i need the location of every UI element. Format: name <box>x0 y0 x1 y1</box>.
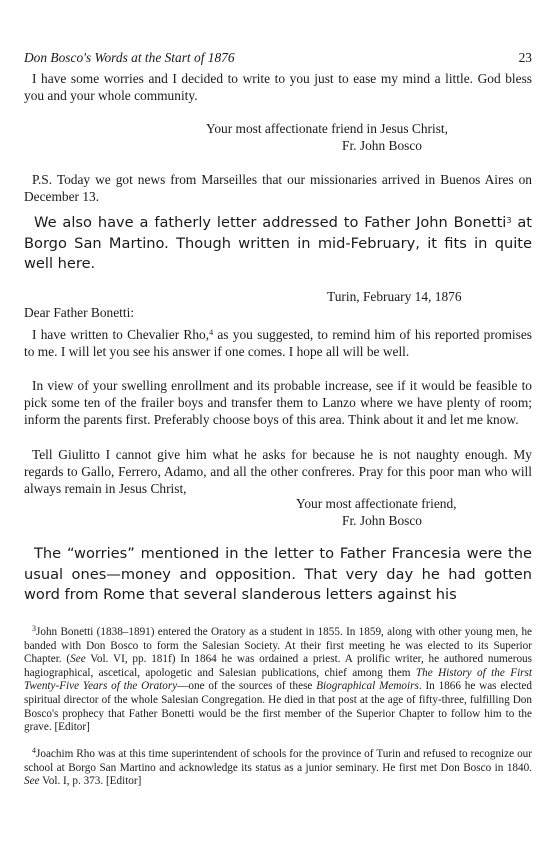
footnote-3-text-c: —one of the sources of these <box>177 680 317 693</box>
letter2-para1-after: as you suggested, to remind him of his reported promises to me. I will let you see his answer if one comes. I hope all will be well. <box>24 327 533 360</box>
footnote-3-text-d: . In 1866 he was elected spiritual director of the whole Salesian Congregation. He died in that post at the age of fifty-three, fulfilling Don Bosco's prophecy that Father Bonetti would be the first member of the Superior Chapter to follow him to the grave. [Editor] <box>24 680 532 734</box>
footnote-4 <box>24 748 532 789</box>
letter1-closing: Your most affectionate friend in Jesus Christ, <box>206 121 448 136</box>
letter2-para1-before: I have written to Chevalier Rho, <box>32 327 210 342</box>
letter2-paragraph-2: In view of your swelling enrollment and its probable increase, see if it would be feasible to pick some ten of the frailer boys and transfer them to Lanzo where we have plenty of room; inform the parents first. Preferably choose boys of this area. Think about it and let me know. <box>24 378 532 428</box>
footnote-4-text-b: Vol. I, p. 373. [Editor] <box>39 775 142 788</box>
letter2-closing: Your most affectionate friend, <box>296 496 457 511</box>
narration-paragraph-1 <box>24 213 532 275</box>
narration-paragraph-2: The “worries” mentioned in the letter to Father Francesia were the usual ones—money and opposition. That very day he had gotten word from Rome that several slanderous letters against his <box>24 545 532 603</box>
footnote-3-text-a: John Bonetti (1838–1891) entered the Oratory as a student in 1855. In 1859, along with other young men, he banded with Don Bosco to form the Salesian Society. At their first meeting he was elected to its Superior Chapter. ( <box>24 626 532 666</box>
footnote-4-marker: 4 <box>32 746 36 755</box>
letter2-signature: Fr. John Bosco <box>342 513 422 528</box>
narration-1-text: We also have a fatherly letter addressed to Father John Bonetti <box>34 214 507 231</box>
footnote-4-see: See <box>24 775 40 788</box>
footnote-3-marker: 3 <box>32 624 36 633</box>
running-header <box>24 50 532 68</box>
footnote-3-book-title-1: The History of the First Twenty-Five Years of the Oratory <box>24 666 532 693</box>
letter1-postscript: P.S. Today we got news from Marseilles that our missionaries arrived in Buenos Aires on December 13. <box>24 172 532 205</box>
letter1-signature: Fr. John Bosco <box>342 138 422 153</box>
footnote-3-book-title-2: Biographical Memoirs <box>316 680 419 693</box>
letter1-body: I have some worries and I decided to write to you just to ease my mind a little. God bless you and your whole community. <box>24 71 532 104</box>
narration-1-text-after: at Borgo San Martino. Though written in mid-February, it fits in quite well here. <box>24 214 532 272</box>
footnote-4-text-a: Joachim Rho was at this time superintendent of schools for the province of Turin and refused to recognize our school at Borgo San Martino and acknowledge its status as a junior seminary. He first met Don Bosco in 1840. <box>24 748 532 774</box>
letter2-paragraph-1 <box>24 326 532 360</box>
letter2-paragraph-3: Tell Giulitto I cannot give him what he asks for because he is not naughty enough. My regards to Gallo, Ferrero, Adamo, and all the other confreres. Pray for this poor man who will always remain in Jesus Christ, <box>24 447 532 497</box>
letter2-dateline: Turin, February 14, 1876 <box>327 289 462 304</box>
letter2-salutation: Dear Father Bonetti: <box>24 305 135 320</box>
footnote-3-text-b: Vol. VI, pp. 181f) In 1864 he was ordained a priest. A prolific writer, he authored numerous hagiographical, ascetical, apologetic and Salesian publications, chief among them <box>24 653 532 679</box>
footnote-3-see: See <box>70 653 86 666</box>
footnote-ref-3: 3 <box>506 216 512 225</box>
running-title: Don Bosco's Words at the Start of 1876 <box>24 50 235 65</box>
footnote-ref-4: 4 <box>209 328 214 337</box>
footnote-3 <box>24 626 532 735</box>
page-number: 23 <box>518 50 532 65</box>
